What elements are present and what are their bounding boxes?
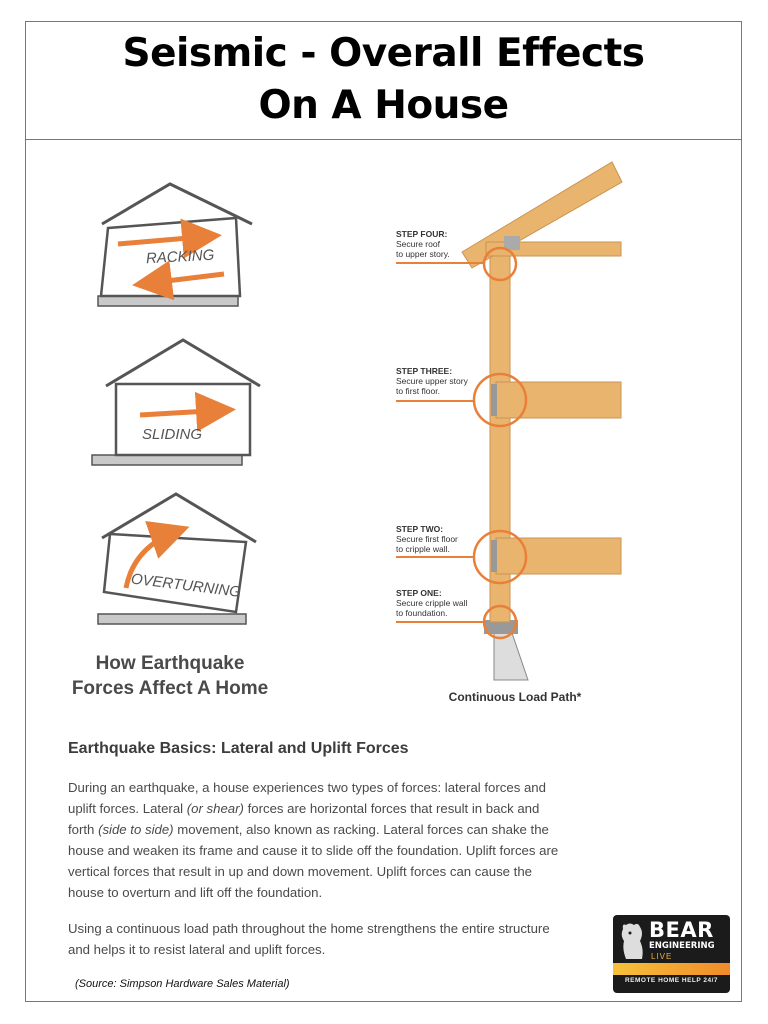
overturning-ground — [98, 614, 246, 624]
roof-connector — [504, 236, 520, 250]
step-four-desc-1: Secure roof — [396, 239, 440, 249]
overturning-house — [98, 494, 256, 624]
step-one-title: STEP ONE: — [396, 588, 442, 598]
basics-heading: Earthquake Basics: Lateral and Uplift Forces — [68, 740, 409, 757]
p1-part-e: movement, also known as racking. Lateral forces can shake the house and weaken its frame and cause it to slide off the foundation. Uplift forces are vertical forces that result in up and down movement. Uplift forces can cause the house to overturn and lift off the foundation. — [68, 822, 559, 900]
p1-part-c: forces are horizontal forces that result in back and forth — [68, 801, 540, 837]
step-one-desc-2: to foundation. — [396, 608, 448, 618]
racking-house — [98, 184, 252, 306]
foundation — [494, 633, 528, 680]
first-floor-connector — [491, 540, 497, 572]
bear-engineering-logo — [613, 915, 730, 993]
logo-word-bear: BEAR — [649, 918, 714, 942]
sliding-ground — [92, 455, 242, 465]
step-three-desc-2: to first floor. — [396, 386, 440, 396]
sliding-label: SLIDING — [142, 426, 203, 443]
earthquake-forces-caption-line-1: How Earthquake — [95, 653, 245, 674]
basics-paragraph-1 — [68, 777, 563, 903]
step-two-title: STEP TWO: — [396, 524, 444, 534]
earthquake-forces-caption-line-2: Forces Affect A Home — [71, 678, 269, 699]
logo-word-engineering: ENGINEERING — [649, 941, 715, 951]
basics-paragraph-2: Using a continuous load path throughout the home strengthens the entire structure and helps it to resist lateral and uplift forces. — [68, 921, 550, 957]
racking-ground — [98, 296, 238, 306]
page-title-line-1: Seismic - Overall Effects — [122, 31, 645, 76]
logo-tagline: REMOTE HOME HELP 24/7 — [624, 977, 719, 984]
logo-color-band — [613, 963, 730, 975]
racking-label: RACKING — [145, 246, 215, 268]
step-four-title: STEP FOUR: — [396, 229, 448, 239]
step-two-desc-1: Secure first floor — [396, 534, 458, 544]
upper-floor-joist — [496, 382, 621, 418]
step-one-desc-1: Secure cripple wall — [396, 598, 468, 608]
p1-part-a: During an earthquake, a house experiences two types of forces: lateral forces and uplift forces. Lateral — [68, 780, 546, 816]
source-note: (Source: Simpson Hardware Sales Material) — [75, 978, 290, 990]
bear-icon — [618, 921, 648, 961]
p1-part-d: (side to side) — [98, 822, 174, 837]
step-three-title: STEP THREE: — [396, 366, 453, 376]
step-three-desc-1: Secure upper story — [396, 376, 468, 386]
upper-floor-connector — [491, 384, 497, 416]
overturning-label: OVERTURNING — [129, 570, 242, 601]
sliding-house — [92, 340, 260, 465]
page-title-line-2: On A House — [258, 83, 509, 128]
load-path-caption: Continuous Load Path* — [448, 690, 582, 704]
step-four-desc-2: to upper story. — [396, 249, 450, 259]
p1-part-b: (or shear) — [186, 801, 244, 816]
earthquake-forces-caption — [60, 651, 280, 701]
first-floor-joist — [496, 538, 621, 574]
step-two-desc-2: to cripple wall. — [396, 544, 450, 554]
logo-word-live: LIVE — [651, 952, 673, 961]
